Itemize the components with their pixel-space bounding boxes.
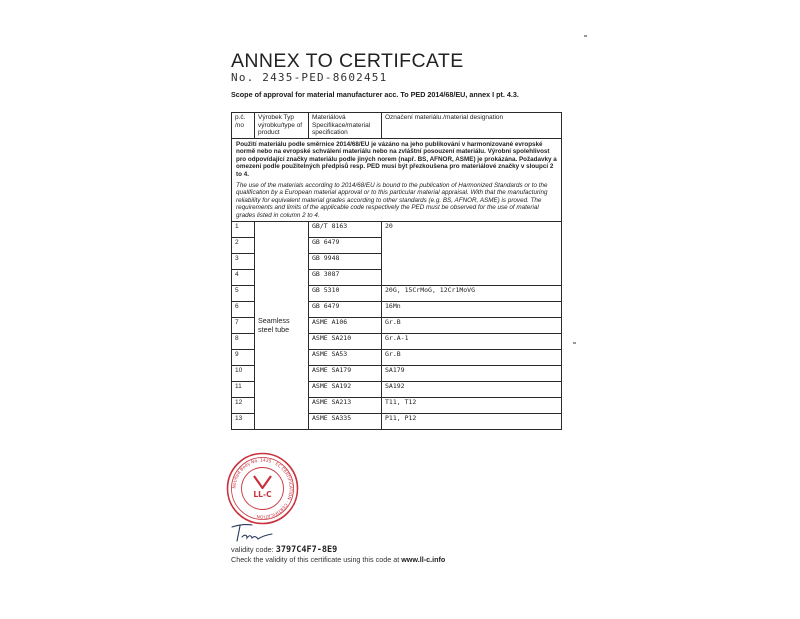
row-designation: Gr.A-1 bbox=[382, 334, 562, 350]
row-designation: 16Mn bbox=[382, 302, 562, 318]
row-designation: Gr.B bbox=[382, 350, 562, 366]
header-spec bbox=[309, 113, 382, 139]
row-spec: GB 9948 bbox=[309, 254, 382, 270]
row-spec: GB 6479 bbox=[309, 238, 382, 254]
row-no: 12 bbox=[232, 398, 255, 414]
check-validity-line bbox=[231, 555, 445, 564]
row-no: 4 bbox=[232, 270, 255, 286]
row-no: 8 bbox=[232, 334, 255, 350]
row-no: 1 bbox=[232, 222, 255, 238]
header-product bbox=[255, 113, 309, 139]
row-no: 13 bbox=[232, 414, 255, 430]
scan-mark bbox=[573, 342, 576, 344]
row-no: 3 bbox=[232, 254, 255, 270]
row-spec: GB 5310 bbox=[309, 286, 382, 302]
row-spec: GB/T 8163 bbox=[309, 222, 382, 238]
check-mark-icon bbox=[254, 476, 271, 488]
signature-image bbox=[228, 517, 278, 545]
certification-seal bbox=[226, 452, 299, 525]
note-czech: Použití materiálu podle směrnice 2014/68/EU je vázáno na jeho publikování v harmonizované evropské normě nebo na evropské schválení materiálu nebo na zvláštní posouzení materiálu. Výrobní spolehlivost pro odpovídající značky materiálu podle jiných norem (např. BS, AFNOR, ASME) je prokázána. Požadavky a omezení podle použitelných předpisů resp. PED musí být přezkoušena pro materiálové značky v sloupci 2 to 4. bbox=[236, 141, 557, 178]
row-designation: SA192 bbox=[382, 382, 562, 398]
header-designation-text: Označení materiálu./material designation bbox=[385, 114, 504, 121]
row-designation: 20G, 15CrMoG, 12Cr1MoVG bbox=[382, 286, 562, 302]
row-spec: ASME SA192 bbox=[309, 382, 382, 398]
seal-center-text: LL-C bbox=[253, 490, 272, 499]
note-cell bbox=[232, 139, 562, 222]
row-spec: GB 3087 bbox=[309, 270, 382, 286]
seal-ring-text: Notified Body No. 1435 · EC CERTIFICATION · CERTIFICATION · bbox=[232, 458, 293, 519]
row-no: 11 bbox=[232, 382, 255, 398]
approval-table bbox=[231, 112, 562, 430]
validity-label: validity code: bbox=[231, 545, 274, 554]
row-designation: Gr.B bbox=[382, 318, 562, 334]
header-product-text: Výrobek Typ výrobku/type of product bbox=[258, 114, 303, 137]
header-spec-text: Materiálová Specifikace/material specification bbox=[312, 114, 371, 137]
row-no: 7 bbox=[232, 318, 255, 334]
row-spec: ASME SA53 bbox=[309, 350, 382, 366]
check-text: Check the validity of this certificate using this code at bbox=[231, 555, 400, 564]
row-spec: ASME SA179 bbox=[309, 366, 382, 382]
page-title: ANNEX TO CERTIFCATE bbox=[231, 50, 464, 72]
row-designation: SA179 bbox=[382, 366, 562, 382]
note-english: The use of the materials according to 2014/68/EU is bound to the publication of Harmonized Standards or to the qualification by a European material approval or to this particular material appraisal. With that the manufacturing reliability for equivalent material grades according to other standards (e.g. BS, AFNOR, ASME) is proved. The requirements and limits of the applicable code respectively the PED must be observed for the use of material grades listed in column 2 to 4. bbox=[236, 182, 548, 219]
table-row bbox=[232, 222, 562, 238]
row-no: 6 bbox=[232, 302, 255, 318]
row-spec: ASME SA335 bbox=[309, 414, 382, 430]
row-spec: GB 6479 bbox=[309, 302, 382, 318]
row-no: 2 bbox=[232, 238, 255, 254]
scope-statement: Scope of approval for material manufacturer acc. To PED 2014/68/EU, annex I pt. 4.3. bbox=[231, 90, 519, 99]
designation-group: 20 bbox=[382, 222, 562, 286]
row-no: 9 bbox=[232, 350, 255, 366]
header-no-text: p.č. /no bbox=[235, 114, 246, 129]
row-no: 10 bbox=[232, 366, 255, 382]
validity-line bbox=[231, 545, 337, 555]
row-spec: ASME A106 bbox=[309, 318, 382, 334]
note-row bbox=[232, 139, 562, 222]
header-no bbox=[232, 113, 255, 139]
row-spec: ASME SA210 bbox=[309, 334, 382, 350]
header-designation bbox=[382, 113, 562, 139]
scan-mark bbox=[584, 35, 587, 37]
product-text: Seamless steel tube bbox=[258, 316, 290, 334]
table-header-row bbox=[232, 113, 562, 139]
row-spec: ASME SA213 bbox=[309, 398, 382, 414]
row-designation: T11, T12 bbox=[382, 398, 562, 414]
validity-url-link[interactable]: www.ll-c.info bbox=[401, 555, 446, 564]
validity-code: 3797C4F7-8E9 bbox=[275, 545, 338, 555]
row-no: 5 bbox=[232, 286, 255, 302]
certificate-number: No. 2435-PED-8602451 bbox=[231, 71, 388, 84]
product-cell bbox=[255, 222, 309, 430]
row-designation: P11, P12 bbox=[382, 414, 562, 430]
